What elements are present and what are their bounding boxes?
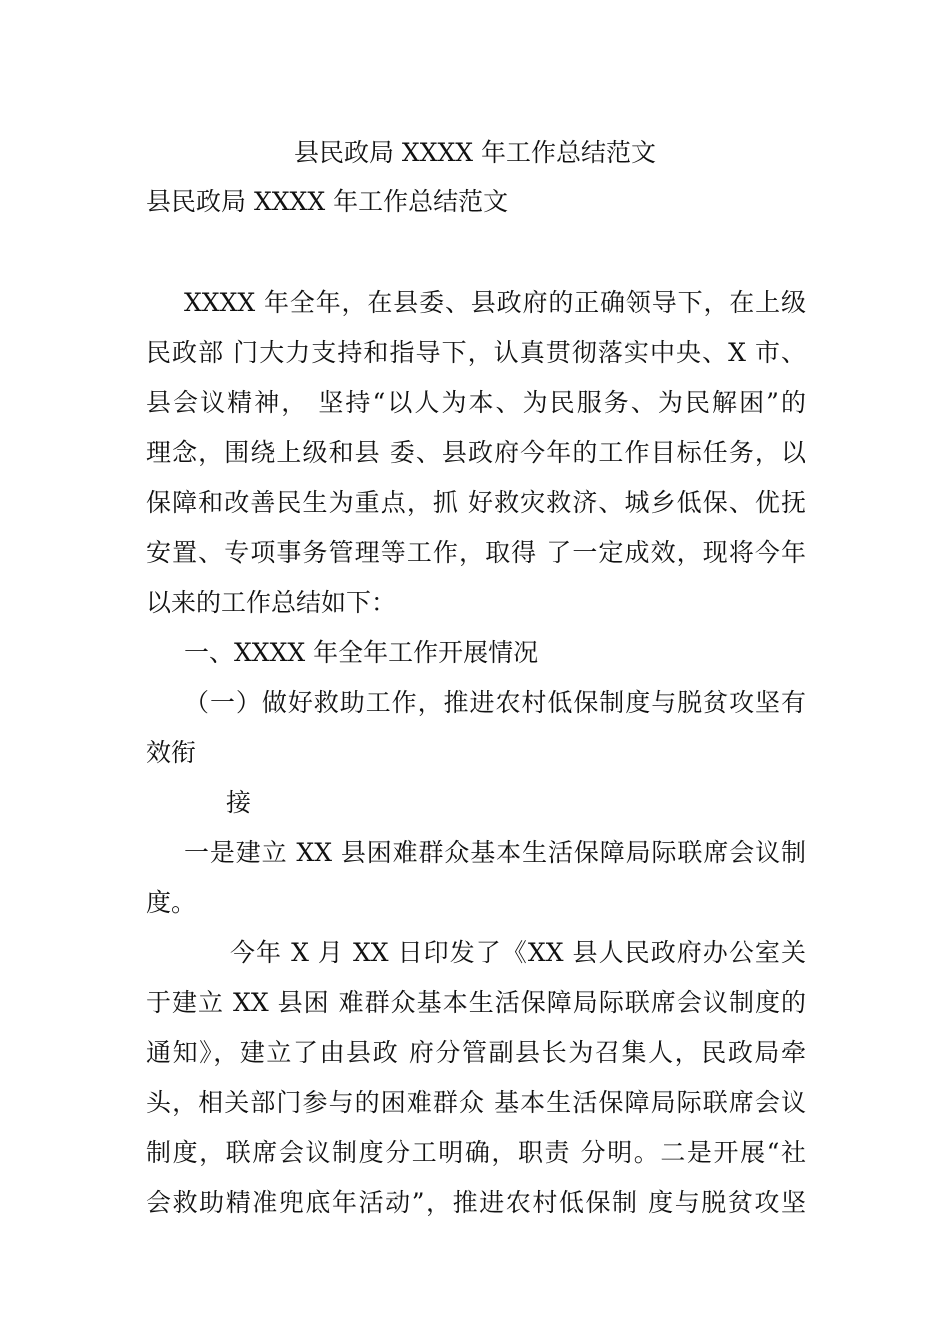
- paragraph-line: 通知》，建立了由县政 府分管副县长为召集人，民政局牵: [146, 1038, 806, 1067]
- paragraph-line: 度。: [146, 888, 197, 917]
- paragraph-line: 制度，联席会议制度分工明确，职责 分明。二是开展“社: [146, 1138, 806, 1167]
- paragraph-line: 民政部 门大力支持和指导下，认真贯彻落实中央、X 市、: [146, 338, 806, 367]
- paragraph-line: 于建立 XX 县困 难群众基本生活保障局际联席会议制度的: [146, 988, 806, 1017]
- paragraph-line: 今年 X 月 XX 日印发了《XX 县人民政府办公室关: [230, 938, 806, 967]
- subsection-heading: （一）做好救助工作，推进农村低保制度与脱贫攻坚有: [184, 688, 806, 717]
- document-subtitle: 县民政局 XXXX 年工作总结范文: [146, 187, 509, 216]
- paragraph-line: 会救助精准兜底年活动”，推进农村低保制 度与脱贫攻坚: [146, 1188, 806, 1217]
- paragraph-line: 县会议精神， 坚持“以人为本、为民服务、为民解困”的: [146, 388, 806, 417]
- subsection-heading-continued: 效衔: [146, 738, 197, 767]
- paragraph-line: 一是建立 XX 县困难群众基本生活保障局际联席会议制: [184, 838, 806, 867]
- paragraph-line: 保障和改善民生为重点，抓 好救灾救济、城乡低保、优抚: [146, 488, 806, 517]
- subsection-heading-continued: 接: [226, 788, 252, 817]
- paragraph-line: XXXX 年全年，在县委、县政府的正确领导下，在上级: [184, 288, 806, 317]
- paragraph-line: 安置、专项事务管理等工作，取得 了一定成效，现将今年: [146, 538, 806, 567]
- document-title: 县民政局 XXXX 年工作总结范文: [293, 138, 657, 167]
- section-heading: 一、XXXX 年全年工作开展情况: [184, 638, 539, 667]
- paragraph-line: 以来的工作总结如下：: [146, 588, 397, 617]
- paragraph-line: 理念，围绕上级和县 委、县政府今年的工作目标任务，以: [146, 438, 806, 467]
- paragraph-line: 头，相关部门参与的困难群众 基本生活保障局际联席会议: [146, 1088, 806, 1117]
